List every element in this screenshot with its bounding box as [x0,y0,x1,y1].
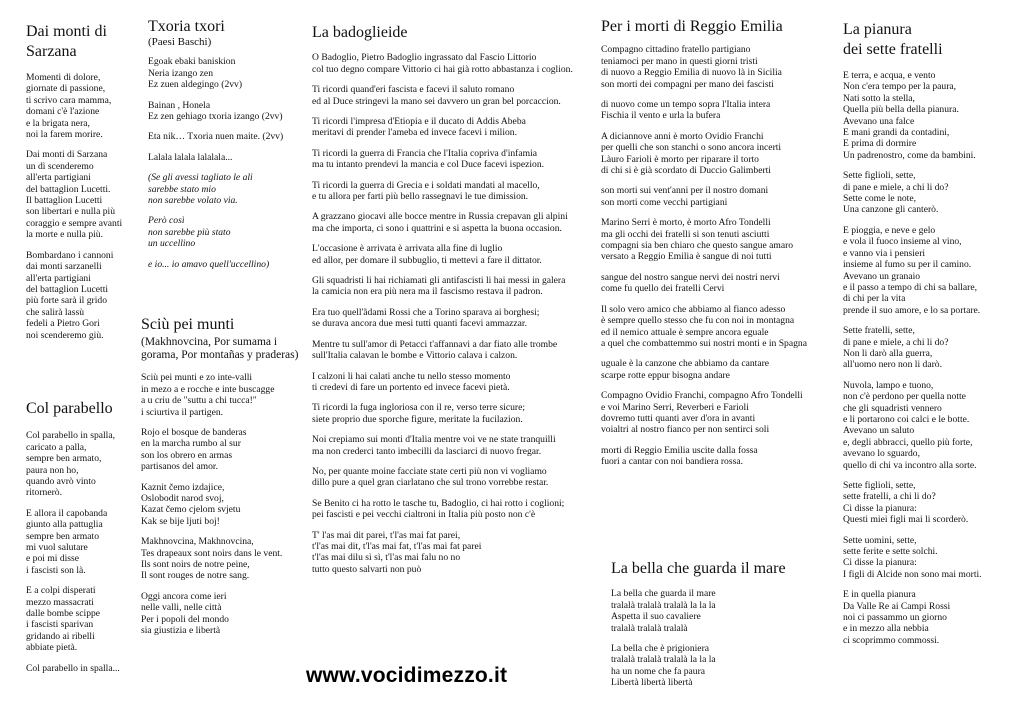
lyric-line: Il battaglion Lucetti [26,195,103,207]
lyric-line: Nati sotto la stella, [843,92,915,104]
lyric-line: i fascisti son là. [26,564,86,576]
lyric-line: Sette figlioli, sette, [843,480,916,491]
lyric-line: di chi per la vita [843,293,906,305]
song-title-line: dei sette fratelli [843,41,943,58]
lyric-line: di chi si è già scordato di Duccio Galimberti [601,165,771,177]
lyric-line: Però così [148,215,185,227]
song-lyrics [26,430,141,674]
lyric-line: che salirà lassù [26,306,85,318]
lyric-line: Compagno cittadino fratello partigiano [601,44,751,56]
song-subtitle: (Paesi Baschi) [148,36,212,49]
lyric-line: più forte sarà il grido [26,295,107,307]
lyric-line: Una canzone gli canterò. [843,204,939,216]
lyric-line: I figli di Alcide non sono mai morti. [843,568,982,580]
lyric-line: partisanos del amor. [141,461,218,473]
lyric-line: La bella che guarda il mare [611,588,716,600]
lyric-line: nelle valli, nelle città [141,602,222,614]
lyric-line: tralalà tralalà tralalà la la la [611,654,716,666]
lyric-line: Sette fratelli, sette, [843,325,915,337]
lyric-line: in mezo a e rocche e inte buscagge [141,383,275,395]
lyric-line: Sette figlioli, sette, [843,170,916,182]
lyric-line: Noi crepiamo sui monti d'Italia mentre voi ve ne state tranquilli [312,434,556,446]
lyric-line: E pioggia, e neve e gelo [843,224,936,236]
lyric-line: Eta nik… Txoria nuen maite. (2vv) [148,131,284,143]
lyric-line: paura non ho, [26,464,79,476]
lyric-line: la camicia non era più nera ma il fascismo restava il padron. [312,286,543,298]
lyric-line: Makhnovcina, Makhnovcina, [141,536,254,548]
stanza [312,339,597,362]
lyric-line: E terra, e acqua, e vento [843,70,936,81]
lyric-line: per quelli che son stanchi o sono ancora incerti [601,142,782,154]
song-subtitle: (Makhnovcina, Por sumama i gorama, Por montañas y praderas) [141,336,299,362]
stanza [141,372,299,418]
lyric-line: sull'Italia calavan le bombe e Vittorio calava i calzon. [312,350,518,362]
stanza [148,131,298,142]
lyric-line: di pane e miele, a chi li do? [843,181,949,193]
lyric-line: ma tu intanto prendevi la mancia e col Duce facevi ispezion. [312,159,545,171]
lyric-line: son morti come vecchi partigiani [601,196,728,208]
stanza [141,482,299,528]
lyric-line: all'uomo nero non li darò. [843,359,942,371]
song-la-bella-che-guarda-il-mare [611,560,811,698]
lyric-line: I calzoni li hai calati anche tu nello stesso momento [312,370,511,382]
stanza [312,530,597,576]
lyric-line: dovremo tutti quanti aver d'ora in avanti [601,412,756,424]
lyric-line: a u criu de "suttu a chi tucca!" [141,395,257,407]
lyric-line: voialtri al nostro fianco per non sentirci soli [601,424,770,436]
stanza [312,116,597,139]
lyric-line: Era tuo quell'ãdami Rossi che a Torino sparava ai borghesi; [312,306,540,318]
lyric-line: Ti ricordi la guerra di Grecia e i soldati mandati al macello, [312,179,540,191]
stanza [601,217,821,263]
lyric-line: sempre ben armato [26,530,99,542]
lyric-line: coraggio e sempre avanti [26,217,123,229]
song-title: La bella che guarda il mare [611,560,786,577]
lyric-line: morti di Reggio Emilia uscite dalla fossa [601,444,758,456]
lyric-line: Da Valle Re ai Campi Rossi [843,600,951,612]
song-title-line: Sarzana [26,43,77,60]
stanza [312,148,597,171]
lyric-line: son morti dei compagni per mano dei fascisti [601,78,774,90]
lyric-line: Sciù pei munti e zo inte-valli [141,372,253,384]
song-lyrics [601,44,821,467]
song-la-badoglieide [312,24,597,584]
stanza [601,358,821,381]
lyric-line: A diciannove anni è morto Ovidio Franchi [601,130,764,142]
lyric-line: Ci disse la pianura: [843,502,917,514]
song-title: Col parabello [26,400,113,417]
lyric-line: domani c'è l'azione [26,106,100,118]
lyric-line: Ci disse la pianura: [843,557,917,569]
song-txoria-txori [148,18,298,279]
stanza [312,180,597,203]
lyric-line: Sette come le note, [843,193,916,205]
lyric-line: Rojo el bosque de banderas [141,427,247,439]
lyric-line: Avevano un granaio [843,270,921,282]
lyric-line: t'l'as mai dilu sì sì, t'l'as mai falu no no [312,552,461,564]
lyric-line: uguale è la canzone che abbiamo da cantare [601,358,770,370]
song-dai-monti-di-sarzana [26,22,141,350]
stanza [148,152,298,163]
lyric-line: ed al Duce stringevi la mano sei davvero un gran bel porcaccion. [312,95,561,107]
lyric-line: compagni sia ben chiaro che questo sangue amaro [601,240,794,252]
lyric-line: Kaznit čemo izdajice, [141,481,225,493]
lyric-line: E in quella pianura [843,589,916,601]
lyric-line: dai monti sarzanelli [26,261,102,273]
lyric-line: e voi Marino Serri, Reverberi e Farioli [601,401,749,413]
lyric-line: t'l'as mai dit, t'l'as mai fat, t'l'as mai fat parei [312,540,482,552]
lyric-line: son libertari e nulla più [26,206,115,218]
lyric-line: dillo pure a quel gran ciarlatano che sul trono vorrebbe restar. [312,477,549,489]
stanza [601,304,821,350]
lyric-line: Tes drapeaux sont noirs dans le vent. [141,547,283,559]
lyric-line: quando avrò vinto [26,476,96,488]
lyric-line: O Badoglio, Pietro Badoglio ingrassato dal Fascio Littorio [312,52,537,64]
lyric-line: e vanno via i pensieri [843,247,926,259]
stanza [312,275,597,298]
stanza [312,52,597,75]
song-per-i-morti-di-reggio-emilia [601,18,821,477]
lyric-line: Nuvola, lampo e tuono, [843,379,934,391]
lyric-line: Col parabello in spalla, [26,430,115,442]
lyric-line: teniamoci per mano in questi giorni tristi [601,55,758,67]
stanza [601,185,821,208]
stanza [601,272,821,295]
stanza [601,131,821,177]
stanza [26,585,141,653]
stanza [611,588,811,634]
lyric-line: Neria izango zen [148,67,213,79]
lyric-line: Kazat čemo cjelom svjetu [141,504,241,516]
lyric-line: Sette uomini, sette, [843,534,917,546]
song-title: La badoglieide [312,24,408,41]
song-la-pianura-dei-sette-fratelli [843,20,1018,655]
stanza [148,172,298,206]
lyric-line: Momenti di dolore, [26,72,101,83]
lyric-line: prende il suo amore, e lo sa portare. [843,304,981,316]
lyric-line: giornate di passione, [26,83,106,95]
lyric-line: Il solo vero amico che abbiamo al fianco adesso [601,303,786,315]
lyric-line: Un padrenostro, come da bambini. [843,149,976,161]
lyric-line: Bombardano i cannoni [26,249,114,261]
song-title [843,20,1018,60]
lyric-line: come fu quello dei fratelli Cervi [601,283,725,295]
stanza [601,390,821,436]
stanza [312,243,597,266]
lyric-line: E a colpi disperati [26,585,96,597]
stanza [843,535,1018,581]
lyric-line: Avevano una falce [843,115,915,127]
lyric-line: di nuovo a Reggio Emilia di nuovo là in Sicilia [601,67,782,79]
lyric-line: Avevano un saluto [843,425,915,437]
lyric-line: Kak se bije ljuti boj! [141,515,220,527]
lyric-line: Fischia il vento e urla la bufera [601,110,721,122]
lyric-line: ma gli occhi dei fratelli si son tenuti asciutti [601,228,770,240]
lyric-line: ed allor, per domare il subbuglio, ti mettevi a fare il dittator. [312,254,542,266]
stanza [148,215,298,249]
lyric-line: non sarebbe più stato [148,226,231,238]
stanza [843,589,1018,646]
lyric-line: abbiate pietà. [26,642,78,654]
song-title-line: La pianura [843,21,912,38]
lyric-line: Bainan , Honela [148,99,211,111]
stanza [601,44,821,90]
stanza [843,480,1018,526]
lyric-line: quello di chi va incontro alla sorte. [843,459,977,471]
lyric-line: meritavi di prender l'ameba ed invece facevi i milion. [312,127,517,139]
lyric-line: Compagno Ovidio Franchi, compagno Afro Tondelli [601,390,803,402]
lyric-line: versato a Reggio Emilia è sangue di noi tutti [601,251,772,263]
stanza [312,371,597,394]
lyric-line: No, per quante moine facciate state certi più non vi vogliamo [312,465,547,477]
lyric-line: noi ci passammo un giorno [843,612,947,624]
stanza [148,100,298,123]
lyric-line: ma che importa, ci sono i quattrini e si aspetta la buona occasion. [312,222,562,234]
lyric-line: sangue del nostro sangue nervi dei nostri nervi [601,271,780,283]
lyric-line: un dì scenderemo [26,160,94,172]
song-title: Sciù pei munti [141,316,235,333]
lyric-line: Aspetta il suo cavaliere [611,611,701,623]
lyric-line: sarebbe stato mio [148,183,216,195]
lyric-line: Làuro Farioli è morto per riparare il torto [601,153,759,165]
lyric-line: Se Benito ci ha rotto le tasche tu, Badoglio, ci hai rotto i coglioni; [312,497,565,509]
stanza [148,259,298,270]
lyric-line: en la marcha rumbo al sur [141,438,241,450]
lyric-line: ma non crederci tanto imbecilli da lasciarci di nuovo fregar. [312,445,542,457]
lyric-line: Col parabello in spalla... [26,662,120,674]
lyric-line: fedeli a Pietro Gori [26,318,100,330]
lyric-line: un uccellino [148,238,196,250]
lyric-line: giunto alla pattuglia [26,519,103,531]
lyric-line: ritornerò. [26,487,62,499]
stanza [312,211,597,234]
lyric-line: e la brigata nera, [26,117,90,129]
lyric-line: insieme al fumo su per il camino. [843,259,972,271]
lyric-line: ed il nemico attuale è sempre ancora eguale [601,326,769,338]
lyric-line: e io... io amavo quell'uccellino) [148,258,270,270]
lyric-line: ha un nome che fa paura [611,665,706,677]
lyric-line: E mani grandi da contadini, [843,127,950,139]
lyric-line: e, degli abbracci, quello più forte, [843,436,973,448]
lyric-line: e poi mi disse [26,553,80,565]
lyric-line: Oslobodit narod svoj, [141,493,224,505]
lyric-line: a quel che combattemmo sui nostri monti e in Spagna [601,337,807,349]
stanza [312,307,597,330]
stanza [843,325,1018,371]
stanza [843,170,1018,216]
song-col-parabello [26,400,141,683]
lyric-line: noi scenderemo giù. [26,329,104,341]
lyric-line: Gli squadristi li hai richiamati gli antifascisti li hai messi in galera [312,275,566,287]
lyric-line: la morte e nulla più. [26,229,103,241]
lyric-line: A grazzano giocavi alle bocce mentre in Russia crepavan gli alpini [312,211,568,223]
lyric-line: Ez zuen aldegingo (2vv) [148,79,243,91]
lyric-line: ci scoprimmo commossi. [843,634,940,646]
song-sciu-pei-munti [141,316,299,646]
song-lyrics [141,372,299,636]
stanza [26,72,141,140]
lyric-line: siete proprio due sporche figure, meritate la fucilazion. [312,413,523,425]
lyric-line: di nuovo come un tempo sopra l'Italia intera [601,99,771,111]
lyric-line: fuori a cantar con noi bandiera rossa. [601,456,743,468]
lyric-line: Oggi ancora come ieri [141,590,227,602]
lyric-line: mezzo massacrati [26,596,94,608]
song-lyrics [26,72,141,341]
lyric-line: dalle bombe scippe [26,608,101,620]
lyric-line: E prima di dormire [843,138,917,150]
lyric-line: sette fratelli, a chi li do? [843,491,936,503]
lyric-line: avevano lo sguardo, [843,448,920,460]
lyric-line: son los obrero en armas [141,449,233,461]
lyric-line: all'erta partigiani [26,272,91,284]
lyric-line: sette ferite e sette solchi. [843,546,938,558]
lyric-line: ti credevi di fare un portento ed invece facevi pietà. [312,381,510,393]
lyric-line: sia giustizia e libertà [141,625,221,637]
lyric-line: Marino Serri è morto, è morto Afro Tondelli [601,217,771,229]
lyric-line: se durava ancora due mesi tutti quanti facevi ammazzar. [312,318,527,330]
lyric-line: Ez zen gehiago txoria izango (2vv) [148,111,283,123]
lyric-line: e li portarono coi calci e le botte. [843,413,970,425]
lyric-line: L'occasione è arrivata è arrivata alla fine di luglio [312,243,503,255]
lyric-line: scarpe rotte eppur bisogna andare [601,369,730,381]
stanza [26,430,141,498]
lyric-line: è sempre quello stesso che fu con noi in montagna [601,315,795,327]
stanza [312,434,597,457]
lyric-line: son morti sui vent'anni per il nostro domani [601,185,769,197]
lyric-line: Non c'era tempo per la paura, [843,81,957,93]
song-title-line: Dai monti di [26,23,107,40]
song-lyrics [843,70,1018,646]
lyric-line: noi la farem morire. [26,129,103,141]
website-footer[interactable]: www.vocidimezzo.it [306,664,508,687]
lyric-line: gridando ai ribelli [26,630,95,642]
lyric-line: col tuo degno compare Vittorio ci hai già rotto abbastanza i coglion. [312,63,573,75]
stanza [312,466,597,489]
song-title [26,22,141,62]
lyric-line: i sciurtiva il partigen. [141,406,224,418]
stanza [26,508,141,576]
stanza [312,498,597,521]
stanza [312,402,597,425]
song-title: Txoria txori [148,18,225,35]
lyric-line: e tu allora per farti più bello rassegnavi le tue dimission. [312,191,529,203]
lyric-line: Egoak ebaki baniskion [148,56,236,68]
song-title: Per i morti di Reggio Emilia [601,18,783,35]
lyric-line: tralalà tralalà tralalà [611,622,688,634]
lyric-line: Lalala lalala lalalala... [148,151,233,163]
lyric-line: all'erta partigiani [26,172,91,184]
stanza [26,149,141,240]
lyric-line: che gli squadristi vennero [843,402,942,414]
stanza [601,445,821,468]
lyric-line: Ti ricordi la fuga ingloriosa con il re, verso terre sicure; [312,402,526,414]
lyric-line: i fascisti sparivan [26,619,94,631]
stanza [141,536,299,582]
lyric-line: (Se gli avessi tagliato le ali [148,172,253,184]
lyric-line: di pane e miele, a chi li do? [843,336,949,348]
lyric-line: Dai monti di Sarzana [26,149,108,161]
lyric-line: Ti ricordi quand'eri fascista e facevi il saluto romano [312,84,515,96]
stanza [611,643,811,689]
lyric-line: sempre ben armato, [26,453,102,465]
stanza [843,225,1018,316]
lyric-line: Questi miei figli mai li scorderò. [843,514,969,526]
lyric-line: del battaglion Lucetti. [26,183,111,195]
stanza [312,84,597,107]
song-lyrics [148,56,298,270]
lyric-line: del battaglion Lucetti [26,283,109,295]
lyric-line: Ils sont noirs de notre peine, [141,559,250,571]
lyric-line: e il passo a tempo di chi sa ballare, [843,281,978,293]
stanza [141,427,299,473]
lyric-line: Ti ricordi l'impresa d'Etiopia e il ducato di Addis Abeba [312,116,526,128]
lyric-line: mi vuol salutare [26,542,88,554]
song-lyrics [312,52,597,575]
lyric-line: tralalà tralalà tralalà la la la [611,599,716,611]
lyric-line: non c'è perdono per quella notte [843,391,966,403]
stanza [148,56,298,90]
stanza [26,663,141,674]
song-lyrics [611,588,811,688]
stanza [141,591,299,637]
lyric-line: caricato a palla, [26,441,87,453]
lyric-line: e vola il fuoco insieme al vino, [843,236,962,248]
lyric-line: T' l'as mai dit parei, t'l'as mai fat parei, [312,529,461,541]
lyric-line: Mentre tu sull'amor di Petacci t'affannavi a dar fiato alle trombe [312,338,558,350]
lyric-line: ti scrivo cara mamma, [26,94,112,106]
lyric-line: Libertà libertà libertà [611,677,693,689]
stanza [843,70,1018,161]
lyric-line: Per i popoli del mondo [141,613,229,625]
stanza [26,250,141,341]
lyric-line: Ti ricordi la guerra di Francia che l'Italia copriva d'infamia [312,147,538,159]
lyric-line: E allora il capobanda [26,507,108,519]
lyric-line: tutto questo salvarti non può [312,563,422,575]
lyric-line: Non li darò alla guerra, [843,347,933,359]
stanza [843,380,1018,471]
lyric-line: pei fascisti e pei vecchi cialtroni in Italia più posto non c'è [312,509,536,521]
lyric-line: Quella più bella della pianura. [843,104,959,116]
lyric-line: La bella che è prigioniera [611,643,710,655]
lyric-line: Il sont rouges de notre sang. [141,570,250,582]
lyric-line: e in mezzo alla nebbia [843,623,929,635]
stanza [601,99,821,122]
lyric-line: non sarebbe volato via. [148,195,238,207]
